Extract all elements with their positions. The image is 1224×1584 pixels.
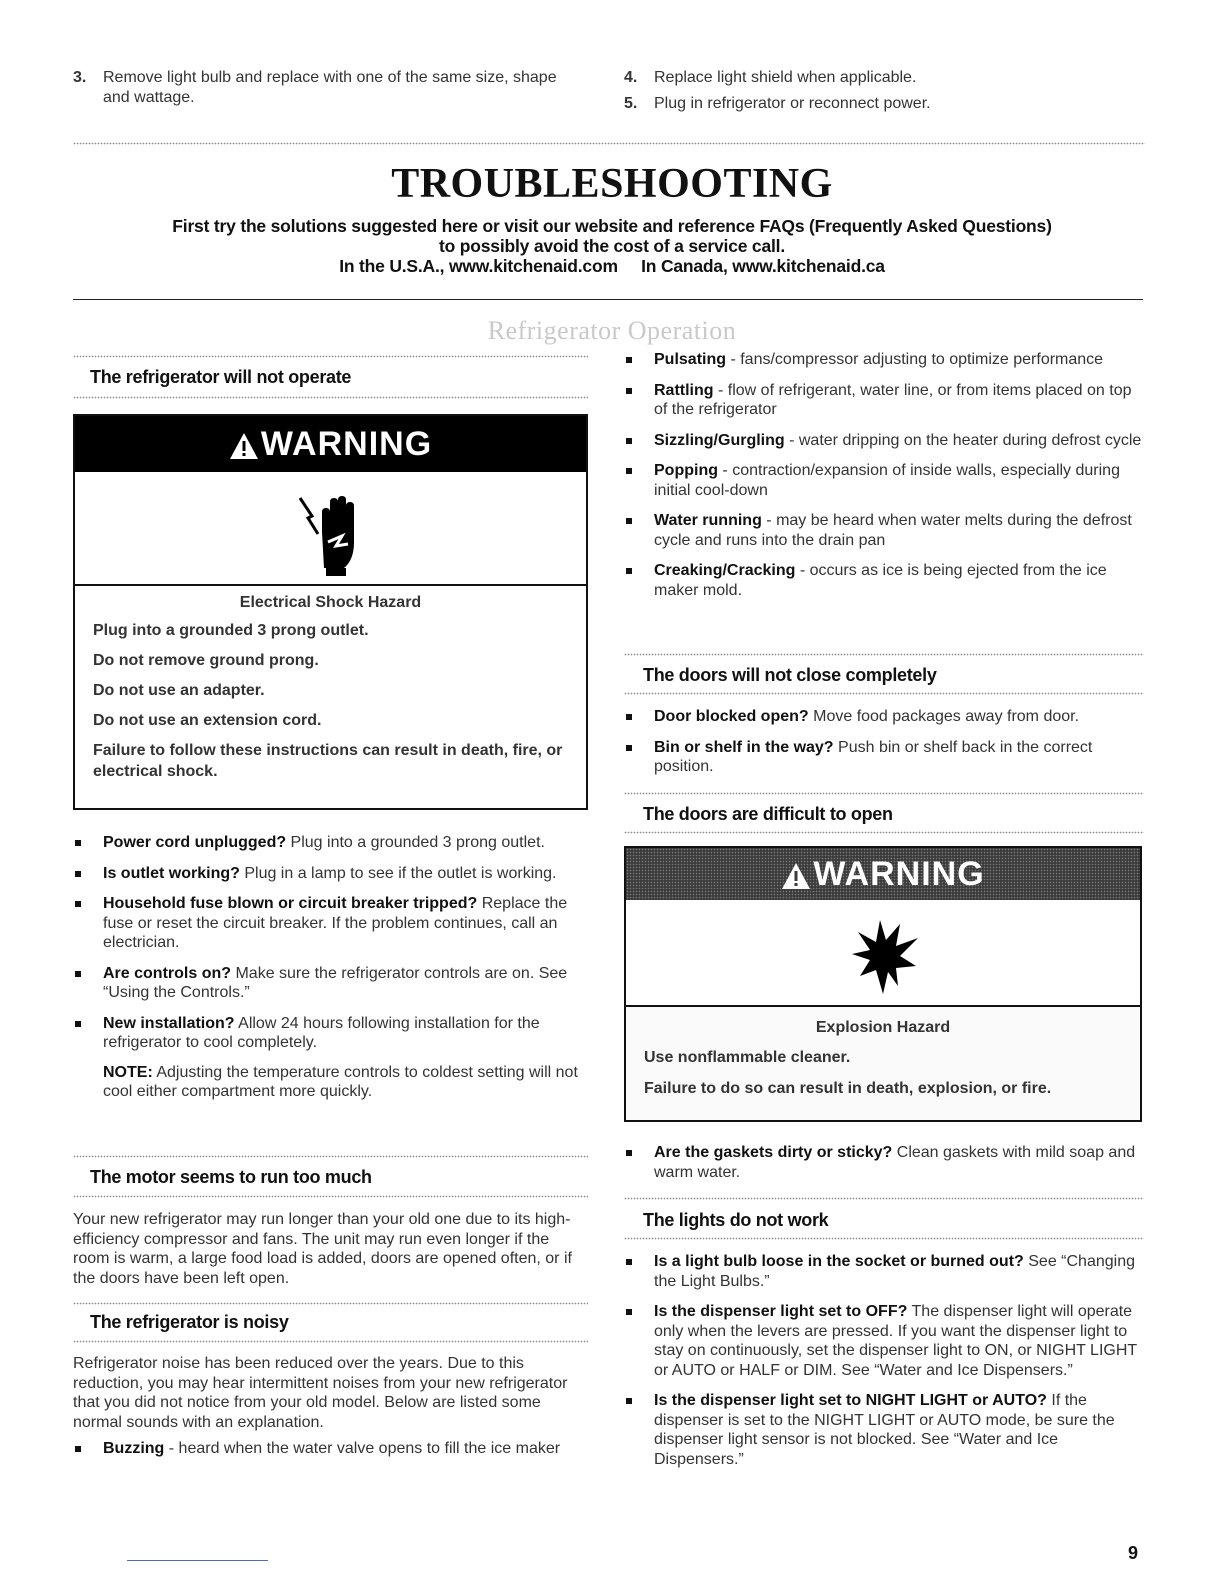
electrical-warning-box <box>73 414 588 810</box>
heading-lights: The lights do not work <box>643 1210 829 1230</box>
warning-body: Electrical Shock Hazard Plug into a grounded 3 prong outlet. Do not remove ground prong. Do not use an adapter. Do not use an extension cord. Failure to follow these instructions can result in death, fire, or electrical shock. <box>93 594 563 780</box>
heading-rule <box>73 396 588 399</box>
electrical-shock-hand-icon <box>286 480 376 580</box>
heading-rule <box>73 1302 588 1305</box>
warning-body: Explosion Hazard Use nonflammable cleaner. Failure to do so can result in death, explosion, or fire. <box>644 1019 1052 1097</box>
list-item: Is a light bulb loose in the socket or burned out? See “Changing the Light Bulbs.” <box>624 1252 1144 1291</box>
heading-motor: The motor seems to run too much <box>90 1167 372 1187</box>
warning-triangle-icon <box>781 862 811 890</box>
motor-paragraph: Your new refrigerator may run longer than your old one due to its high-efficiency compressor and fans. The unit may run even longer if the room is warm, a large food load is added, doors are opened often, or if the doors have been left open. <box>73 1211 572 1287</box>
footer-line <box>127 1560 268 1561</box>
step-5: 5. Plug in refrigerator or reconnect power. <box>624 95 931 112</box>
heading-doors-close: The doors will not close completely <box>643 665 937 685</box>
heading-rule <box>624 1197 1144 1200</box>
heading-rule <box>73 355 588 358</box>
section-divider <box>73 299 1143 300</box>
heading-noisy: The refrigerator is noisy <box>90 1312 289 1332</box>
doors-close-list <box>624 707 1144 777</box>
dotted-divider <box>73 142 1145 145</box>
page-title: TROUBLESHOOTING <box>391 161 833 207</box>
list-item: Buzzing - heard when the water valve opens to fill the ice maker <box>73 1439 588 1459</box>
step-4: 4. Replace light shield when applicable. <box>624 69 917 86</box>
list-item: Is the dispenser light set to OFF? The dispenser light will operate only when the levers are pressed. If you want the dispenser light to stay on continuously, set the dispenser light to ON, or NIGHT LIGHT or AUTO or HALF or DIM. See “Water and Ice Dispensers.” <box>624 1302 1144 1380</box>
warning-triangle-icon <box>229 432 259 460</box>
list-item: Is the dispenser light set to NIGHT LIGHT or AUTO? If the dispenser is set to the NIGHT LIGHT or AUTO mode, be sure the dispenser light sensor is not blocked. See “Water and Ice Dispensers.” <box>624 1391 1144 1469</box>
warning-header: WARNING <box>75 416 586 472</box>
noisy-paragraph: Refrigerator noise has been reduced over the years. Due to this reduction, you may hear intermittent noises from your new refrigerator that you did not notice from your old model. Below are listed some normal sounds with an explanation. <box>73 1355 568 1431</box>
warning-icon-area <box>75 472 586 586</box>
list-item: New installation? Allow 24 hours following installation for the refrigerator to cool completely. <box>73 1014 588 1053</box>
list-item: Bin or shelf in the way? Push bin or shelf back in the correct position. <box>624 738 1144 777</box>
heading-rule <box>624 792 1144 795</box>
list-item: Household fuse blown or circuit breaker tripped? Replace the fuse or reset the circuit breaker. If the problem continues, call an electrician. <box>73 894 588 953</box>
list-item: Rattling - flow of refrigerant, water line, or from items placed on top of the refrigerator <box>624 381 1144 420</box>
list-item: Are controls on? Make sure the refrigerator controls are on. See “Using the Controls.” <box>73 964 588 1003</box>
explosion-icon <box>838 910 928 1000</box>
heading-not-operate: The refrigerator will not operate <box>90 367 352 387</box>
list-item: Are the gaskets dirty or sticky? Clean gaskets with mild soap and warm water. <box>624 1143 1144 1182</box>
list-item: Popping - contraction/expansion of inside walls, especially during initial cool-down <box>624 461 1144 500</box>
list-item: Power cord unplugged? Plug into a grounded 3 prong outlet. <box>73 833 588 853</box>
heading-rule <box>624 692 1144 695</box>
list-item: Sizzling/Gurgling - water dripping on the heater during defrost cycle <box>624 431 1144 451</box>
not-operate-list <box>73 833 588 1102</box>
list-item: Creaking/Cracking - occurs as ice is being ejected from the ice maker mold. <box>624 561 1144 600</box>
note: NOTE: Adjusting the temperature controls to coldest setting will not cool either compartment more quickly. <box>103 1063 578 1100</box>
warning-header: WARNING <box>626 848 1140 900</box>
heading-rule <box>624 653 1144 656</box>
section-title: Refrigerator Operation <box>487 316 737 345</box>
explosion-warning-box <box>624 846 1142 1122</box>
noisy-list <box>73 1439 588 1459</box>
list-item: Pulsating - fans/compressor adjusting to optimize performance <box>624 350 1144 370</box>
heading-rule <box>73 1340 588 1343</box>
intro-text: First try the solutions suggested here or visit our website and reference FAQs (Frequently Asked Questions) to possibly avoid the cost of a service call. In the U.S.A., www.kitchenaid.com In Canada, www.kitchenaid.ca <box>172 216 1052 276</box>
heading-rule <box>73 1195 588 1198</box>
lights-list <box>624 1252 1144 1469</box>
list-item: Door blocked open? Move food packages away from door. <box>624 707 1144 727</box>
list-item: Is outlet working? Plug in a lamp to see if the outlet is working. <box>73 864 588 884</box>
heading-rule <box>624 1237 1144 1240</box>
heading-doors-open: The doors are difficult to open <box>643 804 893 824</box>
step-3: 3. Remove light bulb and replace with one of the same size, shape and wattage. <box>73 69 557 106</box>
warning-icon-area <box>626 900 1140 1007</box>
page-number: 9 <box>1128 1543 1139 1563</box>
noise-list <box>624 350 1144 600</box>
heading-rule <box>624 831 1144 834</box>
heading-rule <box>73 1155 588 1158</box>
doors-open-list <box>624 1143 1144 1182</box>
list-item: Water running - may be heard when water melts during the defrost cycle and runs into the drain pan <box>624 511 1144 550</box>
